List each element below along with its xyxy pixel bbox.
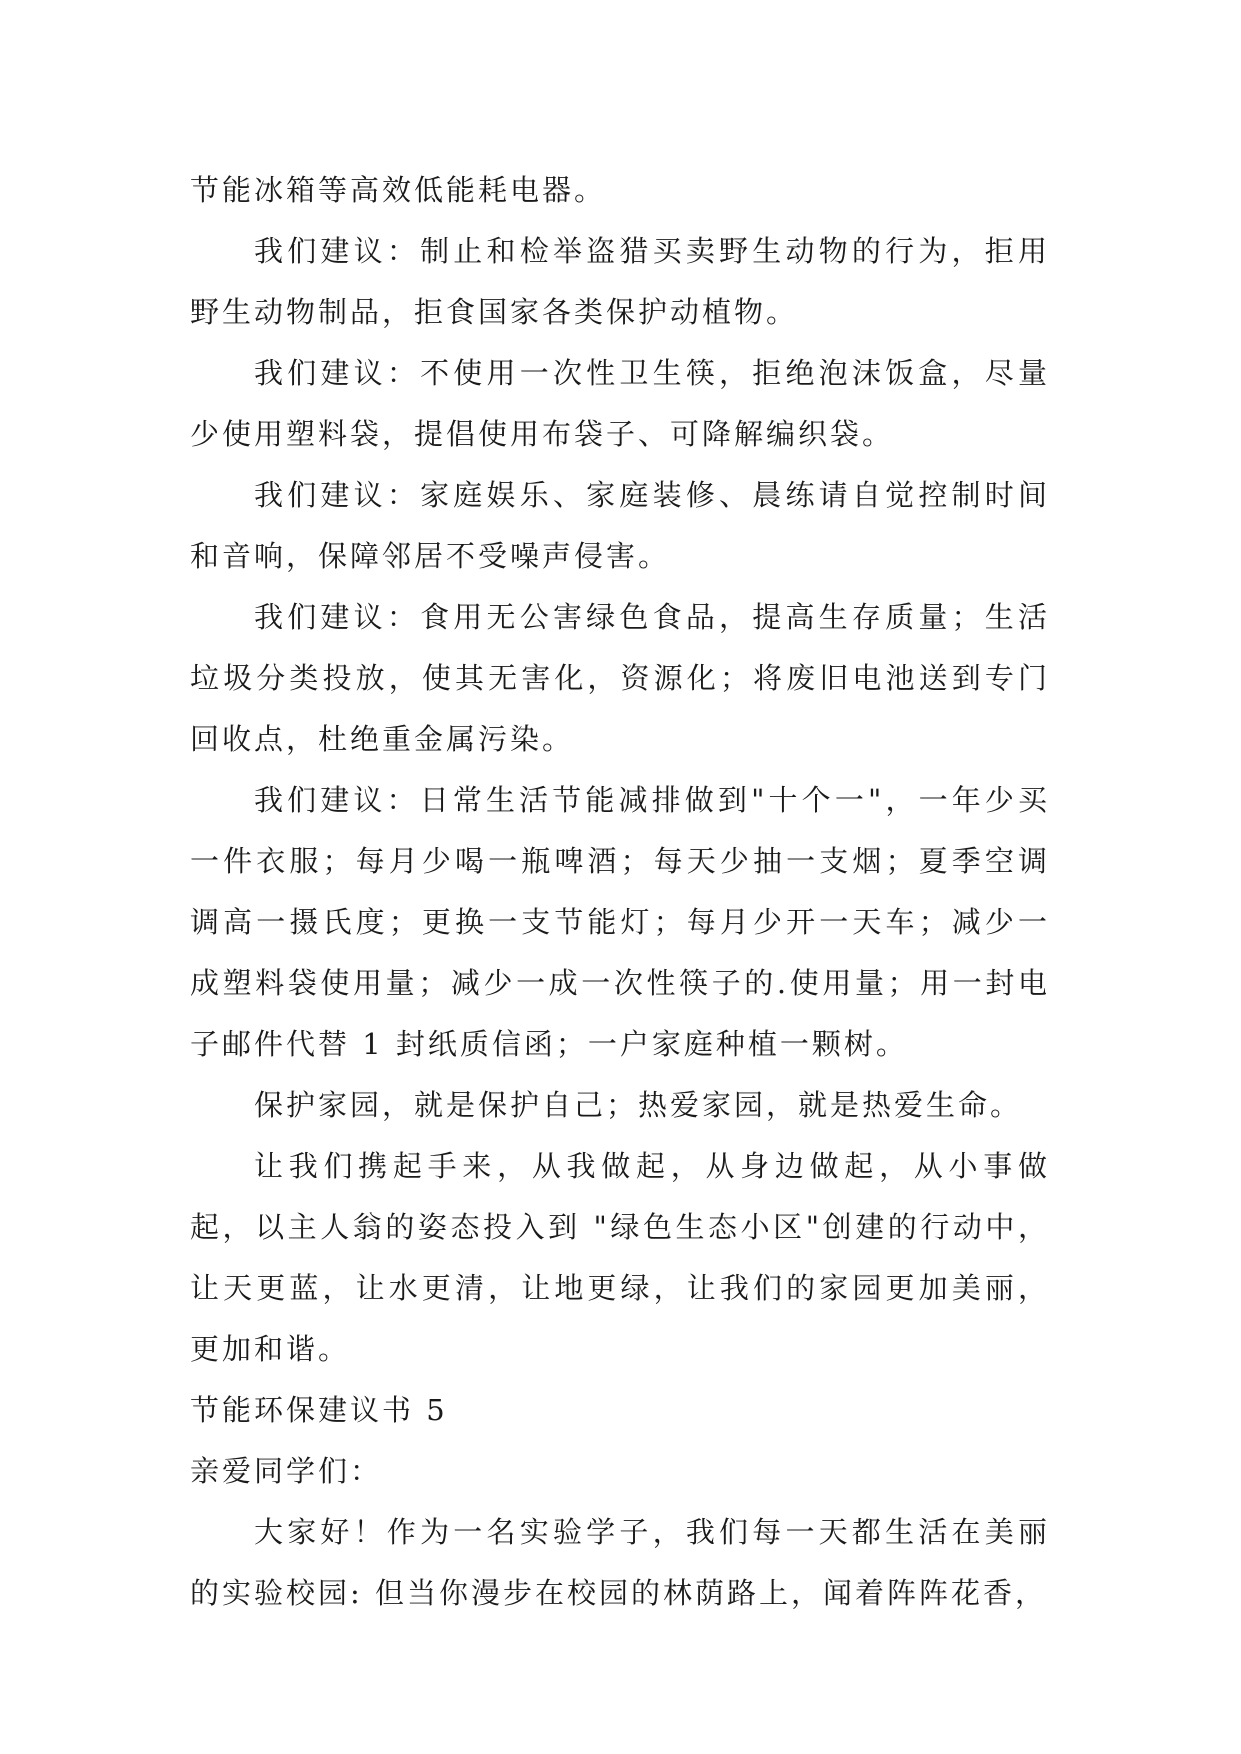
paragraph-wildlife-suggestion: 我们建议：制止和检举盗猎买卖野生动物的行为，拒用野生动物制品，拒食国家各类保护动植物。 bbox=[190, 234, 1050, 329]
paragraph-protect-home: 保护家园，就是保护自己；热爱家园，就是热爱生命。 bbox=[254, 1088, 1023, 1122]
paragraph-call-to-action: 让我们携起手来，从我做起，从身边做起，从小事做起，以主人翁的姿态投入到 "绿色生态小区"创建的行动中，让天更蓝，让水更清，让地更绿，让我们的家园更加美丽，更加和谐。 bbox=[190, 1149, 1050, 1366]
document-body bbox=[190, 160, 1050, 1624]
paragraph-green-food-suggestion: 我们建议：食用无公害绿色食品，提高生存质量；生活垃圾分类投放，使其无害化，资源化；将废旧电池送到专门回收点，杜绝重金属污染。 bbox=[190, 600, 1050, 756]
salutation: 亲爱同学们： bbox=[190, 1454, 383, 1488]
paragraph-greeting: 大家好！作为一名实验学子，我们每一天都生活在美丽的实验校园: 但当你漫步在校园的林荫路上，闻着阵阵花香， bbox=[190, 1515, 1050, 1610]
paragraph-continuation: 节能冰箱等高效低能耗电器。 bbox=[190, 173, 607, 207]
paragraph-disposables-suggestion: 我们建议：不使用一次性卫生筷，拒绝泡沫饭盒，尽量少使用塑料袋，提倡使用布袋子、可降解编织袋。 bbox=[190, 356, 1050, 451]
paragraph-ten-ones-suggestion: 我们建议：日常生活节能减排做到"十个一"，一年少买一件衣服；每月少喝一瓶啤酒；每天少抽一支烟；夏季空调调高一摄氏度；更换一支节能灯；每月少开一天车；减少一成塑料袋使用量；减少一成一次性筷子的.使用量；用一封电子邮件代替 1 封纸质信函；一户家庭种植一颗树。 bbox=[190, 783, 1050, 1061]
paragraph-noise-suggestion: 我们建议：家庭娱乐、家庭装修、晨练请自觉控制时间和音响，保障邻居不受噪声侵害。 bbox=[190, 478, 1050, 573]
section-heading: 节能环保建议书 5 bbox=[190, 1393, 448, 1427]
